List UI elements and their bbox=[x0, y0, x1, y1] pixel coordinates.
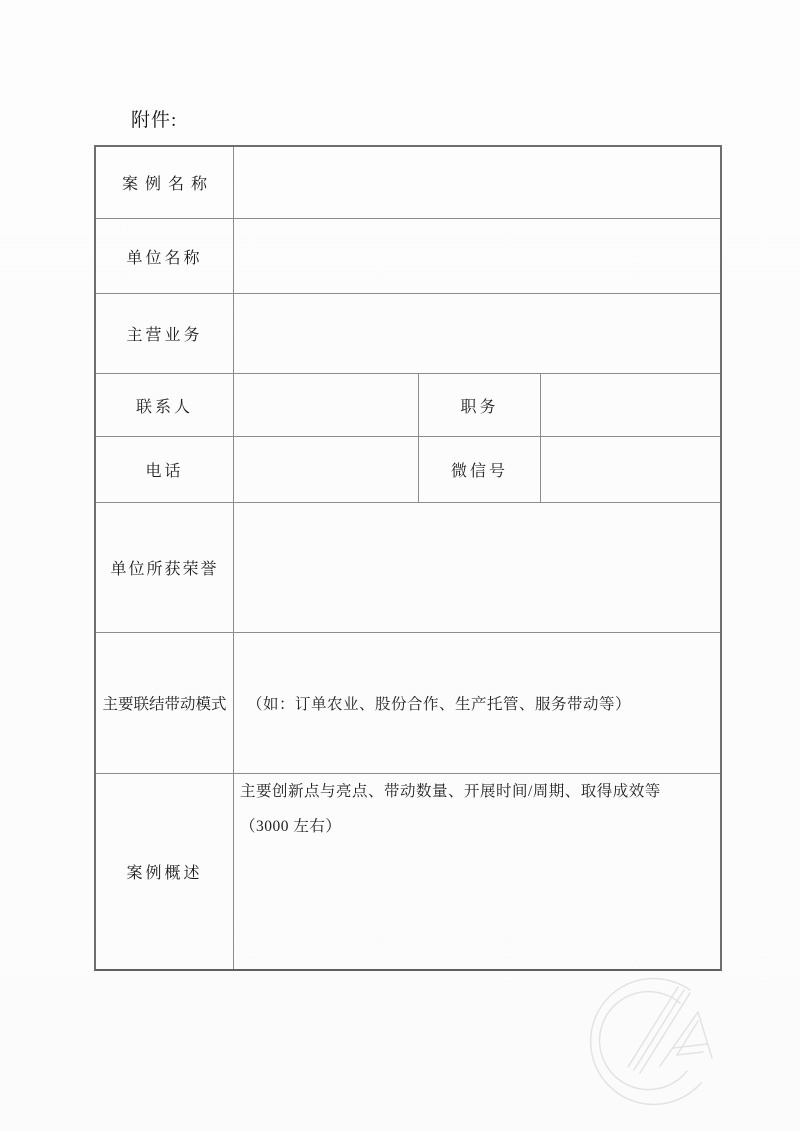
main-business-value-cell bbox=[234, 294, 720, 374]
case-name-label: 案例名称 bbox=[121, 176, 214, 193]
position-label-cell bbox=[419, 374, 541, 437]
wechat-label-cell bbox=[419, 437, 541, 503]
case-name-value-cell bbox=[234, 147, 720, 219]
wechat-value-cell bbox=[541, 437, 720, 503]
contact-person-label: 联系人 bbox=[135, 398, 193, 416]
case-overview-hint-line1: 主要创新点与亮点、带动数量、开展时间/周期、取得成效等 bbox=[240, 783, 661, 800]
main-business-label: 主营业务 bbox=[126, 327, 203, 344]
wechat-label: 微信号 bbox=[450, 463, 508, 480]
position-value-cell bbox=[541, 374, 720, 437]
phone-label-cell bbox=[96, 437, 234, 503]
case-overview-value-cell bbox=[234, 774, 720, 969]
linkage-mode-value-cell bbox=[234, 633, 720, 774]
contact-person-value-cell bbox=[234, 374, 419, 437]
phone-value-cell bbox=[234, 437, 419, 503]
attachment-heading: 附件: bbox=[131, 110, 178, 131]
linkage-mode-label-cell bbox=[96, 633, 234, 774]
linkage-mode-hint: （如：订单农业、股份合作、生产托管、服务带动等） bbox=[247, 696, 632, 713]
case-overview-label: 案例概述 bbox=[126, 865, 203, 882]
unit-honors-label: 单位所获荣誉 bbox=[110, 561, 219, 578]
unit-honors-label-cell bbox=[96, 503, 234, 633]
case-overview-label-cell bbox=[96, 774, 234, 969]
position-label: 职务 bbox=[460, 398, 499, 416]
ca-logo-watermark-icon bbox=[585, 973, 735, 1118]
contact-person-label-cell bbox=[96, 374, 234, 437]
main-business-label-cell bbox=[96, 294, 234, 374]
case-submission-form-table bbox=[94, 145, 722, 971]
unit-honors-value-cell bbox=[234, 503, 720, 633]
case-name-label-cell bbox=[96, 147, 234, 219]
unit-name-value-cell bbox=[234, 219, 720, 294]
unit-name-label-cell bbox=[96, 219, 234, 294]
phone-label: 电话 bbox=[145, 463, 184, 480]
unit-name-label: 单位名称 bbox=[126, 249, 203, 267]
linkage-mode-label: 主要联结带动模式 bbox=[102, 696, 227, 713]
case-overview-hint-line2: （3000 左右） bbox=[240, 818, 342, 835]
